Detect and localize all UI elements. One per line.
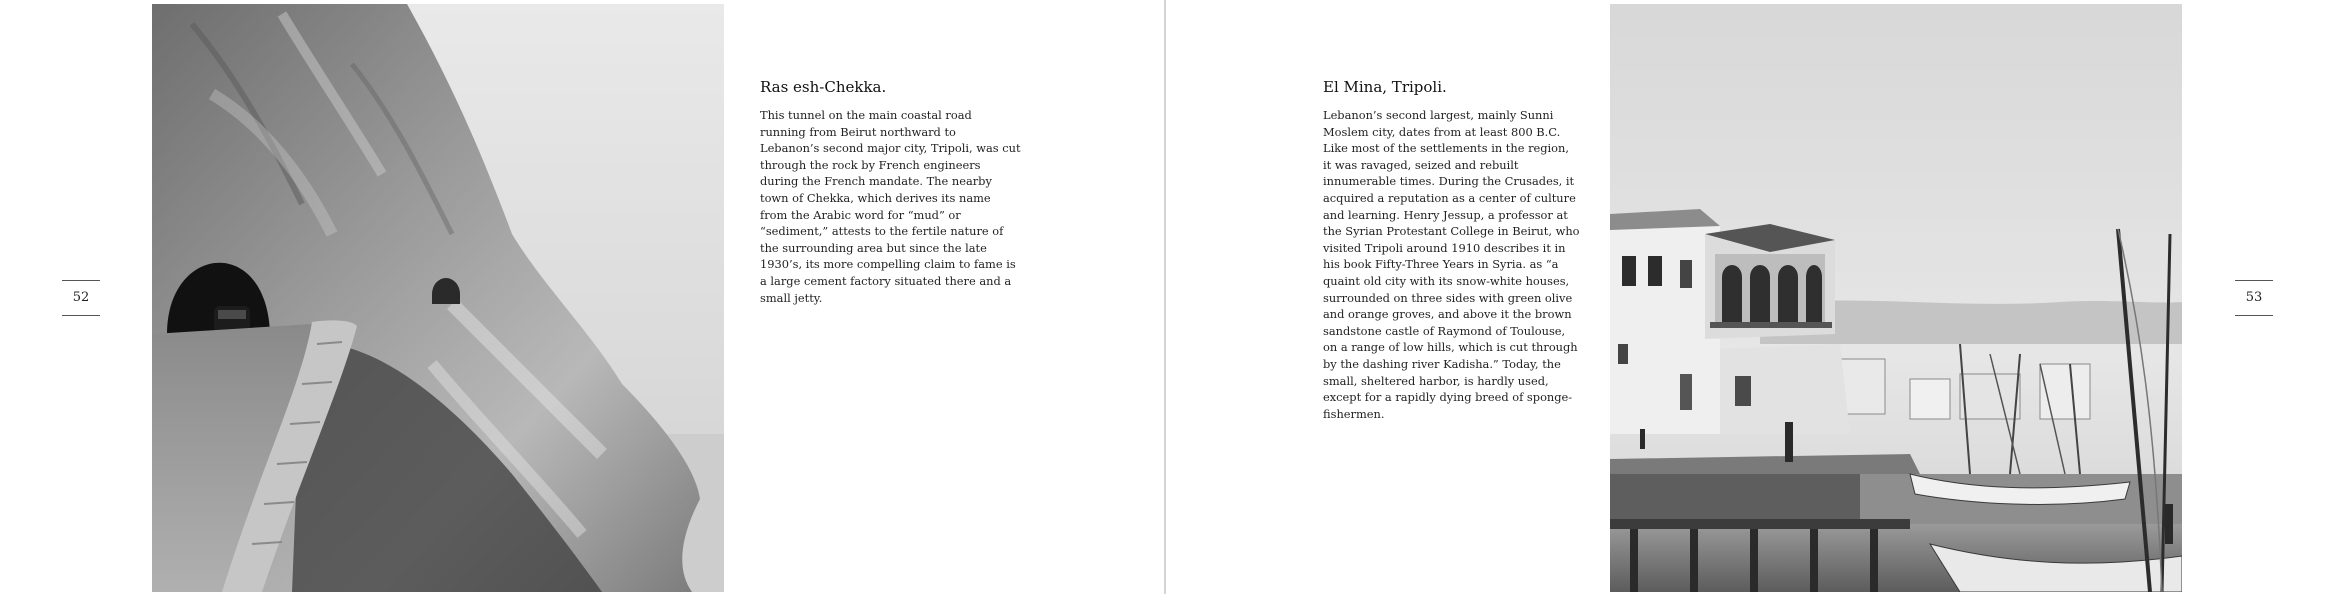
- caption-line: his book Fifty-Three Years in Syria. as “a: [1323, 257, 1559, 272]
- left-caption: [760, 78, 1022, 306]
- left-caption-text: [760, 107, 1022, 306]
- caption-line: surrounded on three sides with green olive: [1323, 290, 1573, 305]
- caption-line: and learning. Henry Jessup, a professor at: [1323, 207, 1568, 222]
- caption-line: sandstone castle of Raymond of Toulouse,: [1323, 323, 1566, 338]
- caption-line: it was ravaged, seized and rebuilt: [1323, 157, 1519, 172]
- caption-line: Moslem city, dates from at least 800 B.C.: [1323, 124, 1561, 139]
- caption-line: 1930’s, its more compelling claim to fame is: [760, 257, 1016, 272]
- caption-line: Like most of the settlements in the region,: [1323, 141, 1569, 156]
- caption-line: innumerable times. During the Crusades, it: [1323, 174, 1575, 189]
- caption-line: “sediment,” attests to the fertile nature of: [760, 224, 1004, 239]
- left-caption-title: Ras esh-Chekka.: [760, 78, 887, 96]
- right-caption-title: El Mina, Tripoli.: [1323, 78, 1447, 96]
- caption-line: small, sheltered harbor, is hardly used,: [1323, 373, 1549, 388]
- caption-line: visited Tripoli around 1910 describes it in: [1323, 240, 1566, 255]
- photo-el-mina-harbor: [1610, 4, 2182, 592]
- caption-line: on a range of low hills, which is cut through: [1323, 340, 1578, 355]
- caption-line: and orange groves, and above it the brown: [1323, 307, 1572, 322]
- caption-line: the surrounding area but since the late: [760, 240, 987, 255]
- caption-line: through the rock by French engineers: [760, 157, 981, 172]
- caption-line: acquired a reputation as a center of culture: [1323, 190, 1576, 205]
- photo-tunnel-ras-esh-chekka: [152, 4, 724, 592]
- page-number-right: 53: [2235, 280, 2273, 316]
- caption-line: small jetty.: [760, 290, 823, 305]
- caption-line: a large cement factory situated there and a: [760, 273, 1012, 288]
- caption-line: the Syrian Protestant College in Beirut, who: [1323, 224, 1580, 239]
- caption-line: fishermen.: [1323, 406, 1385, 421]
- right-caption: [1323, 78, 1585, 422]
- caption-line: from the Arabic word for “mud” or: [760, 207, 961, 222]
- caption-line: This tunnel on the main coastal road: [760, 108, 972, 122]
- caption-line: except for a rapidly dying breed of sponge-: [1323, 390, 1573, 405]
- right-caption-text: [1323, 107, 1585, 422]
- caption-line: town of Chekka, which derives its name: [760, 190, 991, 205]
- caption-line: quaint old city with its snow-white houses,: [1323, 273, 1570, 288]
- caption-line: during the French mandate. The nearby: [760, 174, 992, 189]
- caption-line: Lebanon’s second largest, mainly Sunni: [1323, 108, 1554, 122]
- caption-line: running from Beirut northward to: [760, 124, 956, 139]
- page-number-left: 52: [62, 280, 100, 316]
- caption-line: Lebanon’s second major city, Tripoli, was cut: [760, 141, 1021, 156]
- caption-line: by the dashing river Kadisha.” Today, the: [1323, 356, 1561, 371]
